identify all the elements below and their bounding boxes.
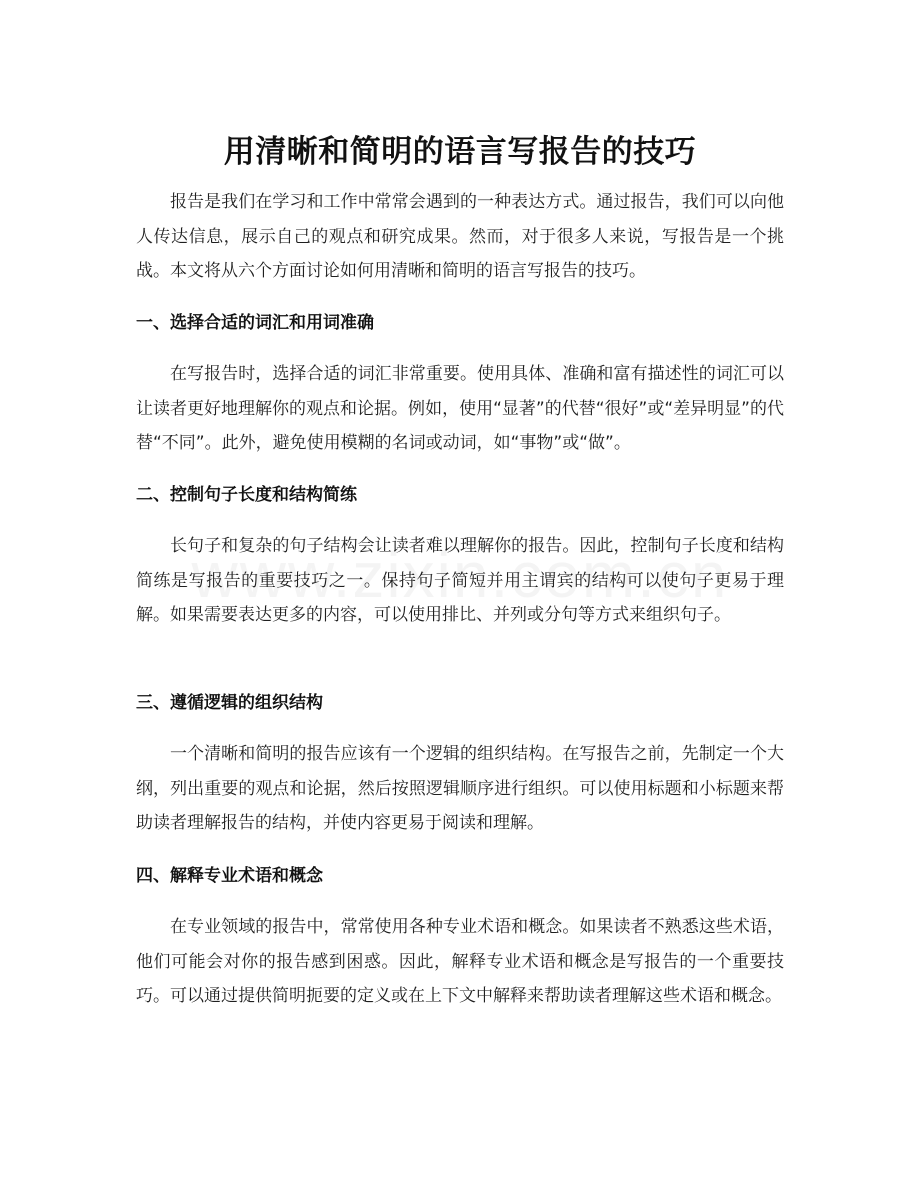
- section-heading-3: 三、遵循逻辑的组织结构: [136, 693, 323, 713]
- section-heading-2: 二、控制句子长度和结构简练: [136, 485, 357, 505]
- section-body-4: 在专业领域的报告中，常常使用各种专业术语和概念。如果读者不熟悉这些术语，他们可能会对你的报告感到困惑。因此，解释专业术语和概念是写报告的一个重要技巧。可以通过提供简明扼要的定义或在上下文中解释来帮助读者理解这些术语和概念。: [136, 917, 784, 1006]
- section-heading-1: 一、选择合适的词汇和用词准确: [136, 313, 374, 333]
- section-heading-4: 四、解释专业术语和概念: [136, 866, 323, 886]
- document-title: 用清晰和简明的语言写报告的技巧: [223, 133, 697, 170]
- intro-paragraph: 报告是我们在学习和工作中常常会遇到的一种表达方式。通过报告，我们可以向他人传达信息，展示自己的观点和研究成果。然而，对于很多人来说，写报告是一个挑战。本文将从六个方面讨论如何用清晰和简明的语言写报告的技巧。: [136, 192, 784, 281]
- section-body-3: 一个清晰和简明的报告应该有一个逻辑的组织结构。在写报告之前，先制定一个大纲，列出重要的观点和论据，然后按照逻辑顺序进行组织。可以使用标题和小标题来帮助读者理解报告的结构，并使内容更易于阅读和理解。: [136, 744, 784, 833]
- section-body-2: 长句子和复杂的句子结构会让读者难以理解你的报告。因此，控制句子长度和结构简练是写报告的重要技巧之一。保持句子简短并用主谓宾的结构可以使句子更易于理解。如果需要表达更多的内容，可以使用排比、并列或分句等方式来组织句子。: [136, 536, 784, 625]
- section-body-1: 在写报告时，选择合适的词汇非常重要。使用具体、准确和富有描述性的词汇可以让读者更好地理解你的观点和论据。例如，使用“显著”的代替“很好”或“差异明显”的代替“不同”。此外，避免使用模糊的名词或动词，如“事物”或“做”。: [136, 364, 784, 453]
